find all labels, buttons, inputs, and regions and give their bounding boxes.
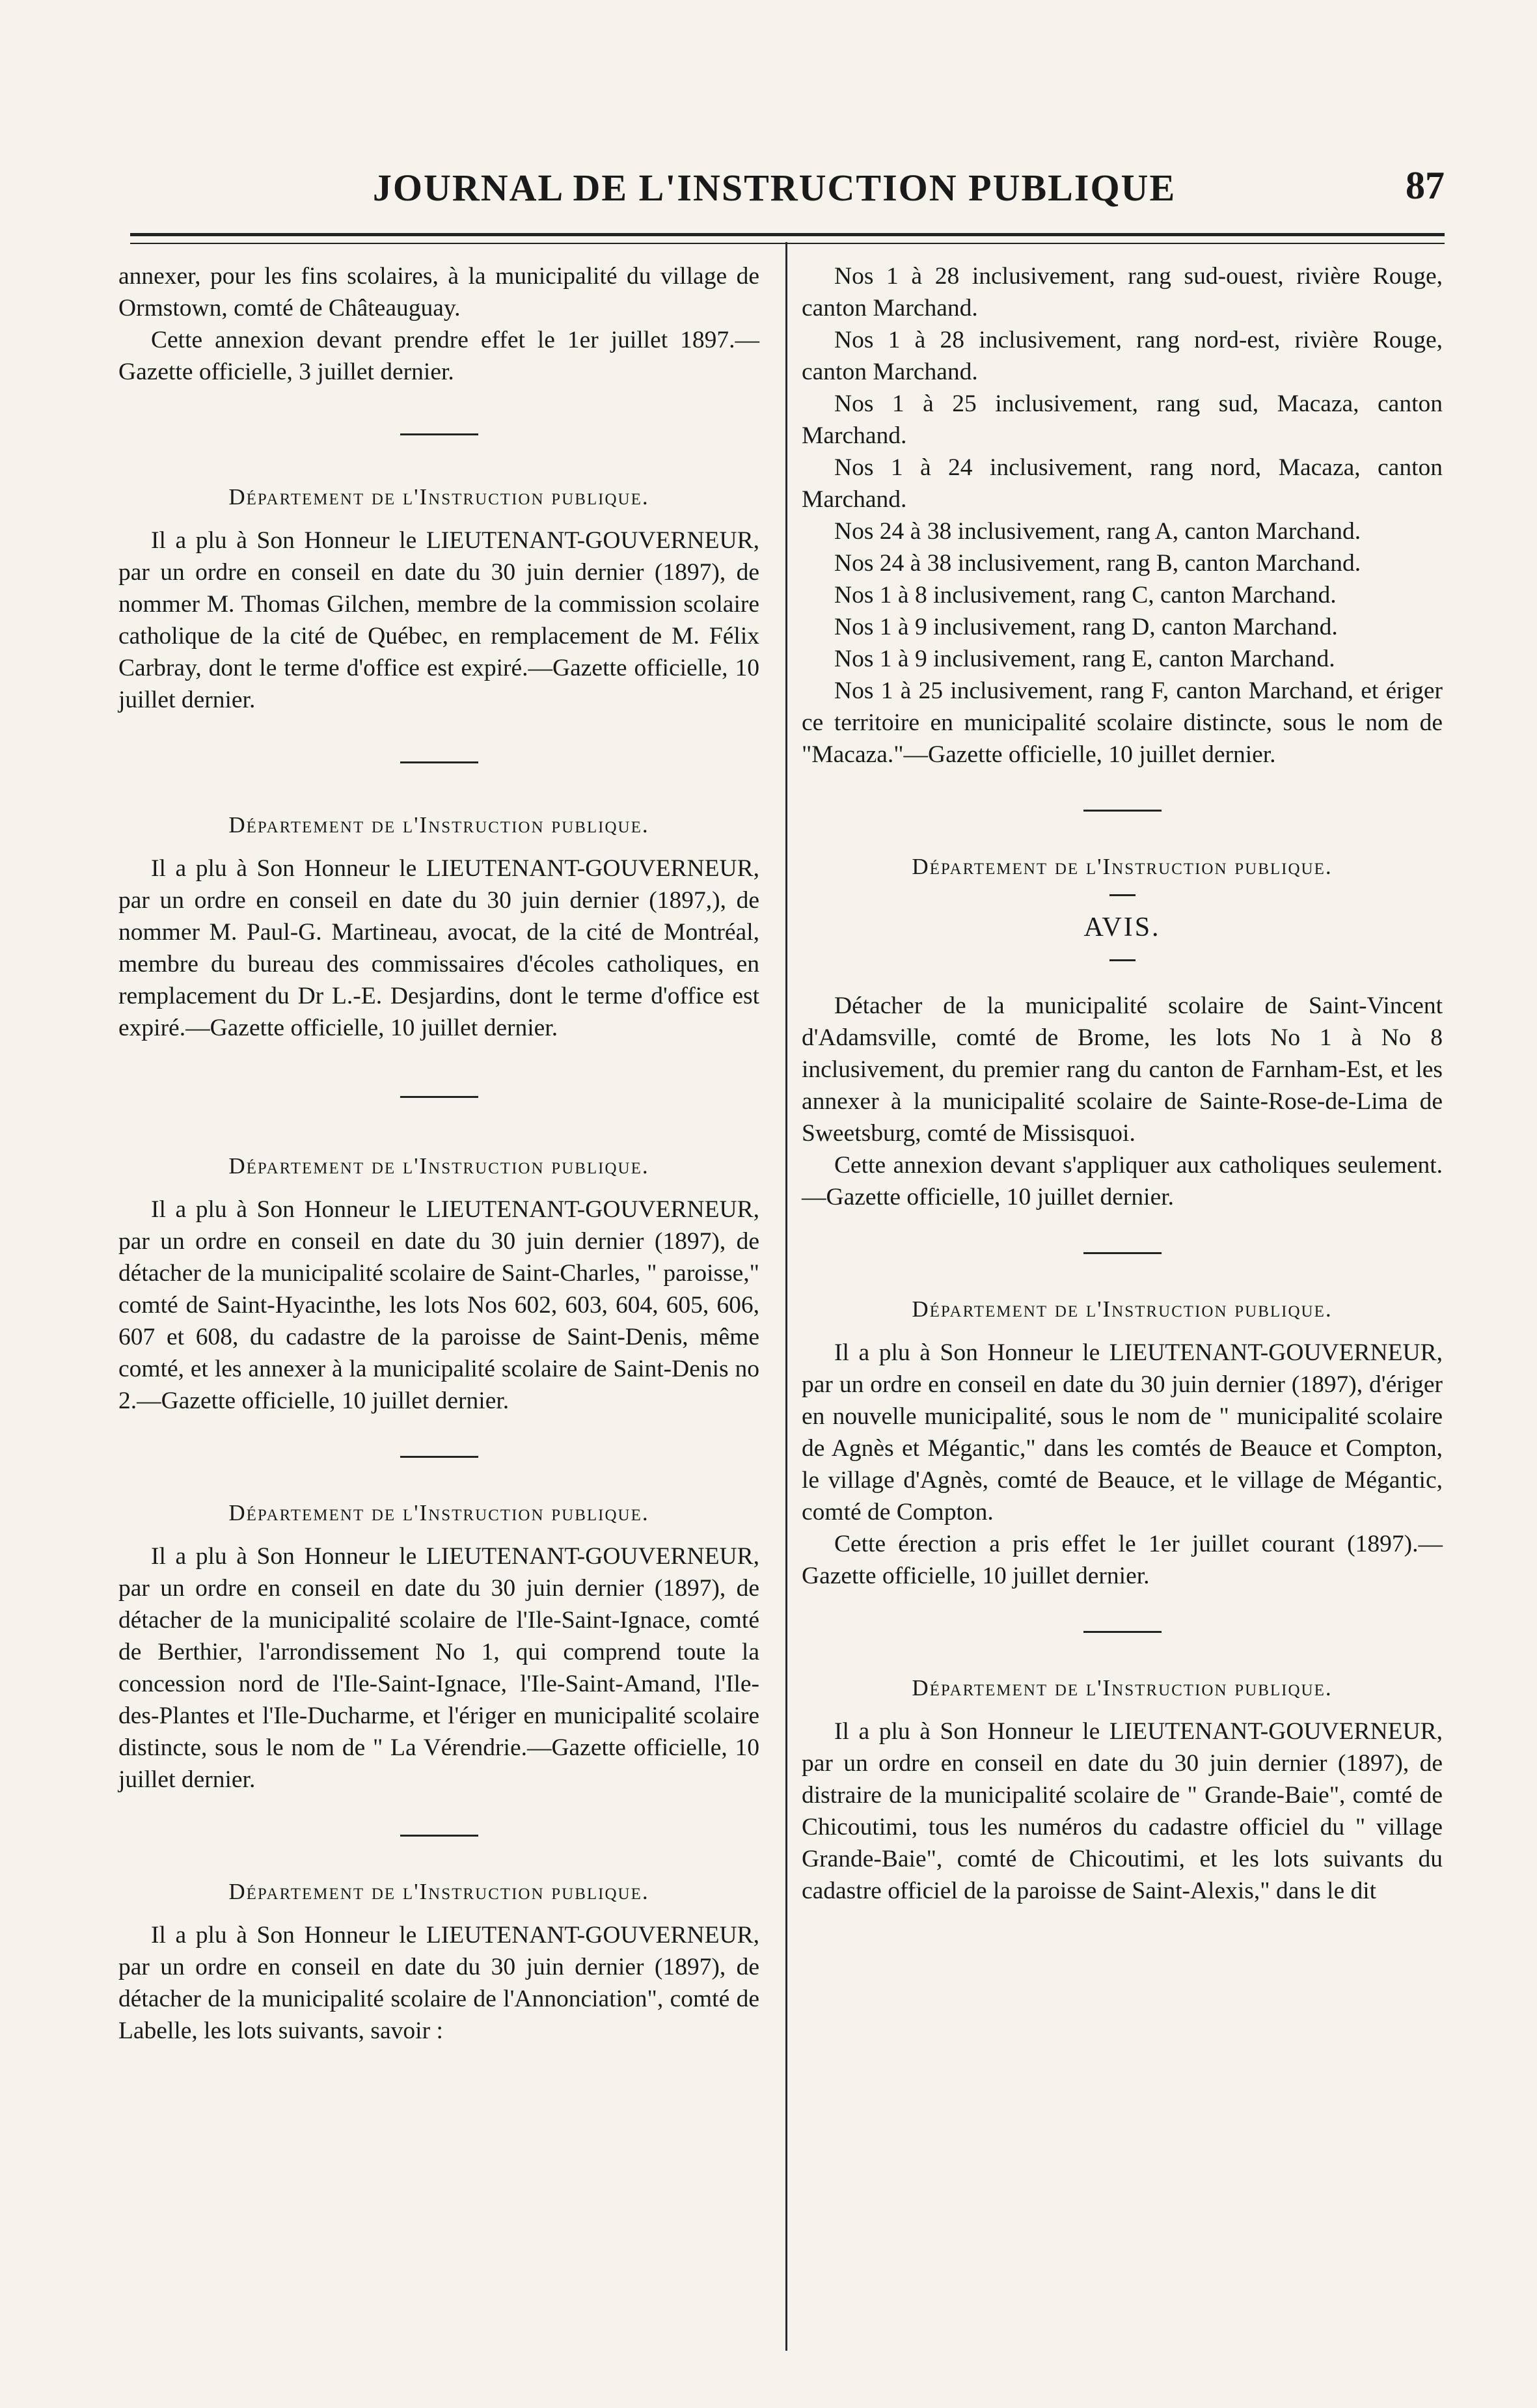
section-heading: Département de l'Instruction publique. [228,812,649,838]
lot-entry: Nos 1 à 24 inclusivement, rang nord, Macaza, canton Marchand. [802,454,1443,513]
section-text: Cette érection a pris effet le 1er juillet courant (1897).—Gazette officielle, 10 juillet dernier. [802,1531,1443,1589]
section-heading: Département de l'Instruction publique. [912,1675,1333,1701]
page-header [156,166,1445,218]
right-column [802,260,1443,1907]
section-text: Il a plu à Son Honneur le LIEUTENANT-GOUVERNEUR, par un ordre en conseil en date du 30 juin dernier (1897), de détacher de la municipalité scolaire de l'Ile-Saint-Ignace, comté de Berthier, l'arrondissement No 1, qui comprend toute la concession nord de l'Ile-Saint-Ignace, l'Ile-Saint-Amand, l'Ile-des-Plantes et l'Ile-Ducharme, et l'ériger en municipalité scolaire distincte, sous le nom de " La Vérendrie.—Gazette officielle, 10 juillet dernier. [118,1543,759,1793]
lot-entry: Nos 1 à 9 inclusivement, rang E, canton Marchand. [834,646,1335,672]
section-text: Il a plu à Son Honneur le LIEUTENANT-GOUVERNEUR, par un ordre en conseil en date du 30 juin dernier (1897), de détacher de la municipalité scolaire de l'Annonciation", comté de Labelle, les lots suivants, savoir : [118,1922,759,2044]
intro-paragraph-1: annexer, pour les fins scolaires, à la municipalité du village de Ormstown, comté de Châteauguay. [118,263,759,322]
avis-paragraph-2: Cette annexion devant s'appliquer aux catholiques seulement.—Gazette officielle, 10 juillet dernier. [802,1152,1443,1211]
section-text: Il a plu à Son Honneur le LIEUTENANT-GOUVERNEUR, par un ordre en conseil en date du 30 juin dernier (1897), d'ériger en nouvelle municipalité, sous le nom de " municipalité scolaire de Agnès et Mégantic," dans les comtés de Beauce et Compton, le village d'Agnès, comté de Beauce, et le village de Mégantic, comté de Compton. [802,1339,1443,1526]
lot-entry: Nos 24 à 38 inclusivement, rang B, canton Marchand. [834,550,1361,577]
avis-heading: AVIS. [1083,912,1161,942]
left-column [118,260,759,2047]
page-number: 87 [1406,164,1445,207]
lot-entry: Nos 24 à 38 inclusivement, rang A, canton Marchand. [834,518,1361,545]
lot-entry: Nos 1 à 25 inclusivement, rang sud, Macaza, canton Marchand. [802,390,1443,449]
section-text: Il a plu à Son Honneur le LIEUTENANT-GOUVERNEUR, par un ordre en conseil en date du 30 juin dernier (1897), de nommer M. Thomas Gilchen, membre de la commission scolaire catholique de la cité de Québec, en remplacement de M. Félix Carbray, dont le terme d'office est expiré.—Gazette officielle, 10 juillet dernier. [118,527,759,713]
section-heading: Département de l'Instruction publique. [228,1153,649,1179]
section-text: Il a plu à Son Honneur le LIEUTENANT-GOUVERNEUR, par un ordre en conseil en date du 30 juin dernier (1897), de distraire de la municipalité scolaire de " Grande-Baie", comté de Chicoutimi, tous les numéros du cadastre officiel du " village Grande-Baie", comté de Chicoutimi, et les lots suivants du cadastre officiel de la paroisse de Saint-Alexis," dans le dit [802,1718,1443,1904]
column-divider [785,242,787,2351]
section-heading: Département de l'Instruction publique. [228,484,649,510]
header-rule [130,233,1445,244]
section-text: Il a plu à Son Honneur le LIEUTENANT-GOUVERNEUR, par un ordre en conseil en date du 30 juin dernier (1897), de détacher de la municipalité scolaire de Saint-Charles, " paroisse," comté de Saint-Hyacinthe, les lots Nos 602, 603, 604, 605, 606, 607 et 608, du cadastre de la paroisse de Saint-Denis, même comté, et les annexer à la municipalité scolaire de Saint-Denis no 2.—Gazette officielle, 10 juillet dernier. [118,1196,759,1414]
lot-entry: Nos 1 à 9 inclusivement, rang D, canton Marchand. [834,614,1338,640]
lot-entry: Nos 1 à 28 inclusivement, rang nord-est, rivière Rouge, canton Marchand. [802,327,1443,385]
lot-entry: Nos 1 à 28 inclusivement, rang sud-ouest, rivière Rouge, canton Marchand. [802,263,1443,322]
lot-entry: Nos 1 à 25 inclusivement, rang F, canton Marchand, et ériger ce territoire en municipalité scolaire distincte, sous le nom de "Macaza."—Gazette officielle, 10 juillet dernier. [802,677,1443,768]
section-heading: Département de l'Instruction publique. [912,854,1333,879]
section-text: Il a plu à Son Honneur le LIEUTENANT-GOUVERNEUR, par un ordre en conseil en date du 30 juin dernier (1897,), de nommer M. Paul-G. Martineau, avocat, de la cité de Montréal, membre du bureau des commissaires d'écoles catholiques, en remplacement du Dr L.-E. Desjardins, dont le terme d'office est expiré.—Gazette officielle, 10 juillet dernier. [118,855,759,1041]
section-heading: Département de l'Instruction publique. [228,1879,649,1904]
journal-title: JOURNAL DE L'INSTRUCTION PUBLIQUE [372,167,1177,209]
section-heading: Département de l'Instruction publique. [912,1296,1333,1322]
avis-paragraph-1: Détacher de la municipalité scolaire de Saint-Vincent d'Adamsville, comté de Brome, les lots No 1 à No 8 inclusivement, du premier rang du canton de Farnham-Est, et les annexer à la municipalité scolaire de Sainte-Rose-de-Lima de Sweetsburg, comté de Missisquoi. [802,992,1443,1147]
lot-entry: Nos 1 à 8 inclusivement, rang C, canton Marchand. [834,582,1337,609]
section-heading: Département de l'Instruction publique. [228,1500,649,1526]
intro-paragraph-2: Cette annexion devant prendre effet le 1er juillet 1897.—Gazette officielle, 3 juillet dernier. [118,327,759,385]
